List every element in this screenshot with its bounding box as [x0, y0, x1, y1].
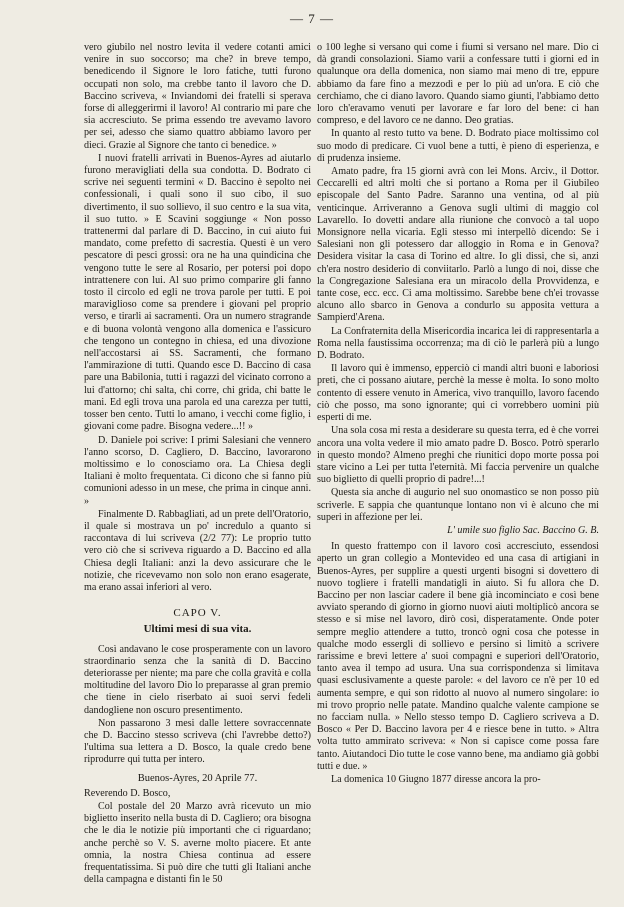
- chapter-number: CAPO V.: [173, 607, 222, 620]
- letter-greeting: Reverendo D. Bosco,: [84, 787, 171, 799]
- paragraph: D. Daniele poi scrive: I primi Salesiani che vennero l'anno scorso, D. Cagliero, D. Baccino, lavorarono moltissimo e lo conosciamo ora. La Chiesa degli Italiani è molto frequentata. Ci dicono che si fanno più comunioni adesso in un mese, che prima in cinque anni. »: [84, 434, 311, 507]
- paragraph: Una sola cosa mi resta a desiderare su questa terra, ed è che vorrei ancora una volta vedere il mio amato padre D. Bosco. Potrò sperarlo in questo mondo? Almeno preghi che riunitici dopo morte possa poi stare vicino a Lei per tutta l'eternità. Mi faccia pervenire un qualche suo biglietto di quelli proprio di padre!...!: [317, 425, 599, 486]
- left-column: [84, 42, 311, 887]
- paragraph: Così andavano le cose prosperamente con un lavoro straordinario senza che la sanità di D. Baccino deteriorasse per niente; ma pare che colla gravità e colla moltitudine del lavoro Dio lo preparasse al gran premio che tiene in cielo riserbato ai suoi servi fedeli dandogliene non oscuro presentimento.: [84, 643, 311, 716]
- paragraph: La Confraternita della Misericordia incarica lei di rappresentarla a Roma nella faustissima occorrenza; ma di ciò le parlerà più a lungo D. Bodrato.: [317, 325, 599, 362]
- paragraph: vero giubilo nel nostro levita il vedere cotanti amici venire in suo soccorso; ma che? in breve tempo, benedicendo il Signore le loro fatiche, tutti furono occupati non solo, ma crebbe tanto il lavoro che D. Baccino scriveva, « Inviandomi dei fratelli si sperava forse di alleggerirmi il lavoro! Al contrario mi pare che sia accresciuto. Se prima essendo tre avevamo lavoro per sei, adesso che siamo quattro abbiamo lavoro per dieci. Grazie al Signore che tanto ci benedice. »: [84, 42, 311, 151]
- right-column: [317, 42, 599, 787]
- paragraph: Finalmente D. Rabbagliati, ad un prete dell'Oratorio, il quale si mostrava un po' incredulo a quanto si raccontava di lui scriveva (2/2 77): Le proprio tutto vero ciò che si scriveva riguardo a D. Baccino ed alla Chiesa degli Italiani: anzi la devo assicurare che le notizie, che ricevevamo non solo non erano esagerate, ma erano assai inferiori al vero.: [84, 508, 311, 593]
- paragraph: In questo frattempo con il lavoro così accresciuto, essendosi aperto un gran collegio a Montevideo ed una casa di artigiani in Buenos-Ayres, per supplire a questi urgenti bisogni si dovettero di nuovo togliere i fratelli mandatigli in aiuto. Si fu allora che D. Baccino per non lasciar cadere il bene già incominciato e così bene avviato sperando di giorno in giorno nuovi aiuti moltiplicò ancora se stesso e si mise nel lavoro, dirò così, disperatamente. Onde poter sempre meglio attendere a tutto, troncò ogni cosa che potesse in qualche modo essergli di sollievo e persino si limitò a scrivere rarissime e brevi lettere a' suoi compagni e superiori dell'Oratorio, tanto avea il tempo ad usura. Una sua corrispondenza si limitava quasi esclusivamente a queste parole: « del lavoro ce n'è per 10 ed aumenta sempre, e qui son ridotto al nuovo al numero singolare: io mi trovo proprio nelle patate. Mandino qualche valente campione se no facciam nulla. » Nello stesso tempo D. Cagliero scriveva a D. Bosco « Per D. Baccino lavora per 4 e riesce bene in tutto. » Altra volta tutto ammirato scriveva: « Non si capisce come possa fare tanto. Aiutandoci Dio tutte le cose vanno bene, ma andiamo già gobbi tutti e due. »: [317, 541, 599, 772]
- page-number: — 7 —: [290, 11, 334, 26]
- paragraph: In quanto al resto tutto va bene. D. Bodrato piace moltissimo col suo modo di predicare. Ci vuol bene a tutti, è pieno di esperienza, e di prudenza insieme.: [317, 128, 599, 164]
- paragraph: o 100 leghe si versano qui come i fiumi si versano nel mare. Dio ci dà grandi consolazioni. Siamo varii a confessare tutti i giorni ed in qualunque ora della domenica, non siamo mai meno di tre, eppure abbiamo da fare fino a mezzodì e per lo più ad un'ora. E ciò che cerchiamo, che ci diano lavoro. Quando siamo giunti, l'abbiamo detto loro ch'eravamo venuti per lavorare e far loro del bene: ci han compreso, e del lavoro ce ne danno. Deo gratias.: [317, 42, 599, 127]
- paragraph: Il lavoro qui è immenso, epperciò ci mandi altri buoni e laboriosi preti, che ci possano aiutare, perchè la messe è molta. Io sono molto contento di essere venuto in America, vivo tranquillo, lavoro facendo ciò che posso, ma sono ignorante; qui ci vorrebbero uomini più esperti di me.: [317, 363, 599, 424]
- letter-place-date: Buenos-Ayres, 20 Aprile 77.: [137, 772, 258, 784]
- chapter-title: Ultimi mesi di sua vita.: [143, 623, 252, 636]
- signature: L' umile suo figlio Sac. Baccino G. B.: [447, 524, 599, 536]
- paragraph: Non passarono 3 mesi dalle lettere sovraccennate che D. Baccino stesso scriveva (chi l'avrebbe detto?) l'ultima sua lettera a D. Bosco, la quale credo bene riprodurre qui tutta per intero.: [84, 717, 311, 766]
- paragraph: I nuovi fratelli arrivati in Buenos-Ayres ad aiutarlo furono meravigliati della sua condotta. D. Bodrato ci scrive nei seguenti termini « D. Baccino è sepolto nei confessionali, i quali sono il suo cibo, il suo divertimento, il suo sollievo, il suo centro e la sua vita, il suo tutto. » E Scavini soggiunge « Non posso trattenermi dal parlare di D. Baccino, in cui aiuto fui mandato, come prefetto di sacrestia. Questi è un vero pescatore di pesci grossi: ora ne ha una quindicina che vengono tutte le sere al Rosario, per potersi poi dopo intrattenere con lui. Al suo primo comparire gli fanno tosto il circolo ed egli ne trova parole per tutti. E poi maraviglioso come sa prendere i giovani pel proprio verso, e tirarli ai sacramenti. Ora un numero stragrande e di buona volontà vengono alla domenica e l'assicuro che tengono un contegno in chiesa, ed una divozione nell'accostarsi ai SS. Sacramenti, che formano l'ammirazione di tutti. Quando esce D. Baccino di casa pare una Babilonia, tutti i ragazzi del vicinato corrono a lui d'attorno; chi salta, chi corre, chi grida, chi batte le mani. Ed egli trova una parola ed una carezza per tutti, tosser ben cento. Tutti lo amano, i vecchi come figlio, i giovani come padre. Bisogna vedere...!! »: [84, 152, 311, 433]
- paragraph: Questa sia anche di augurio nel suo onomastico se non posso più scriverle. E sappia che quantunque lontano non vi è alcuno che mi superi in affezione per lei.: [317, 487, 599, 523]
- paragraph: Amato padre, fra 15 giorni avrà con lei Mons. Arciv., il Dottor. Ceccarelli ed altri molti che si portano a Roma per il Giubileo episcopale del Santo Padre. Saranno una ventina, od al più venticinque. Arriveranno a Genova sugli ultimi di maggio col Lavarello. Io dovetti andare alla riunione che convocò a tal uopo Monsignore nella vicaria. Egli stesso mi interpellò dicendo: Se i Salesiani non gli potessero dar alloggio in Roma e in Genova? Desidera visitar la casa di Torino ed altre. Io gli dissi, che sì, anzi ch'era nostro desiderio di conviitarlo. Parlò a lungo di noi, disse che la Congregazione Salesiana era un miracolo della Provvidenza, e tante cose, ecc. ecc. Ci ama moltissimo. Sarebbe bene ch'ei trovasse alcuno allo sbarco in Genova a condurlo su apposita vettura a Sampierd'Arena.: [317, 166, 599, 324]
- paragraph: La domenica 10 Giugno 1877 diresse ancora la pro-: [331, 773, 541, 785]
- paragraph: Col postale del 20 Marzo avrà ricevuto un mio biglietto inserito nella busta di D. Cagliero; ora bisogna che le dia le notizie più importanti che ci riguardano; anche perchè so V. S. averne molto piacere. Et ante omnia, la nostra Chiesa continua ad essere frequentatissima. Si può dire che tutti gli Italiani anche della campagna e distanti fin le 50: [84, 800, 311, 886]
